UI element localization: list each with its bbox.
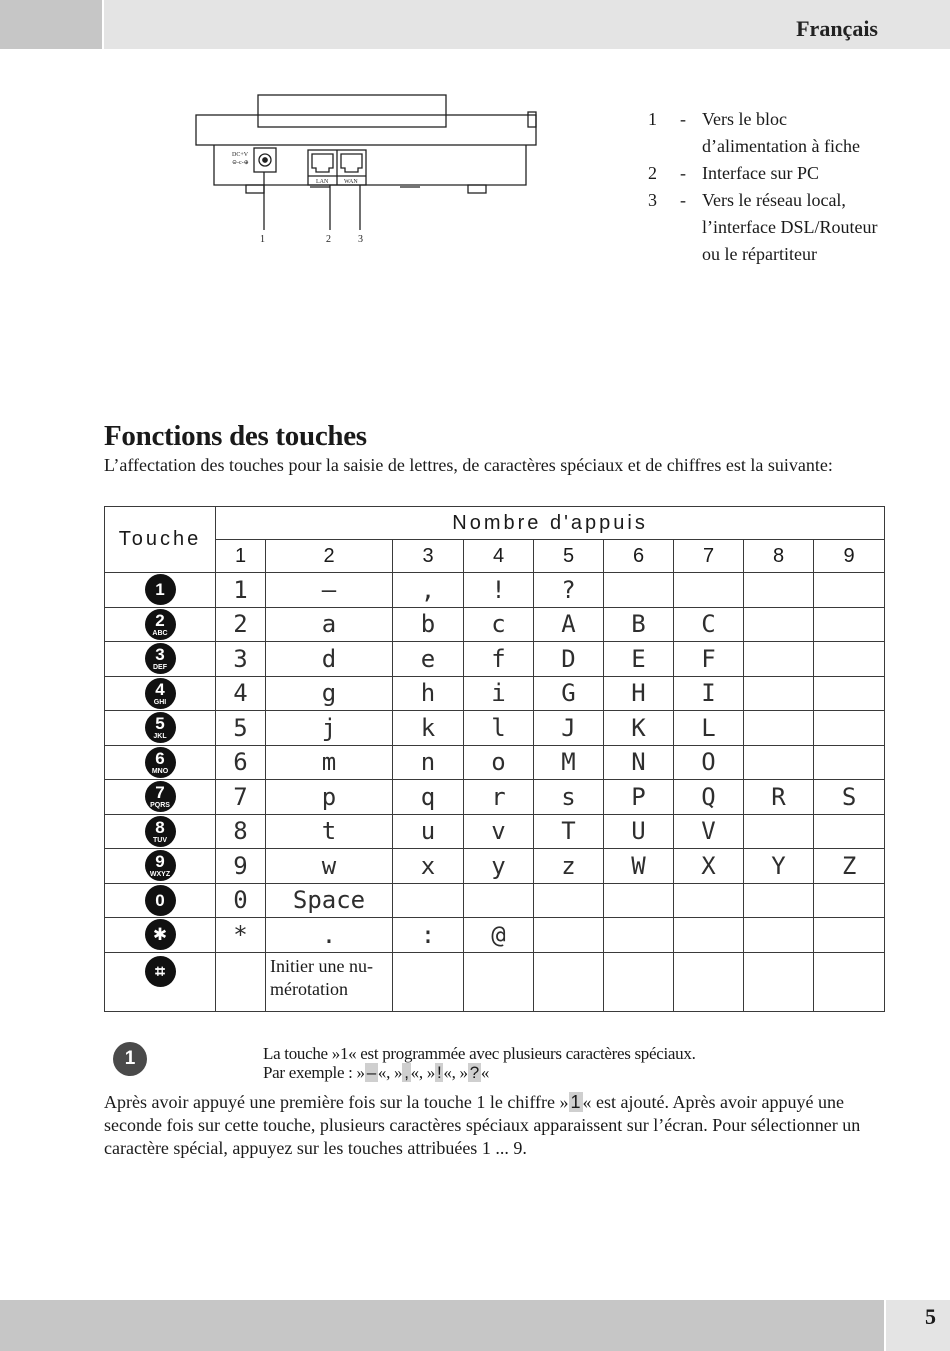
char-cell	[744, 952, 814, 1011]
char-cell: 0	[216, 883, 266, 918]
char-cell	[814, 711, 885, 746]
press-count-header: 8	[744, 540, 814, 573]
char-cell: j	[266, 711, 393, 746]
press-count-header: 3	[393, 540, 464, 573]
char-cell: v	[464, 814, 534, 849]
char-cell	[604, 883, 674, 918]
footer-band-right	[886, 1300, 950, 1351]
char-cell: Z	[814, 849, 885, 884]
char-cell	[814, 883, 885, 918]
char-cell	[534, 952, 604, 1011]
legend-dash: -	[680, 163, 686, 183]
char-cell	[674, 883, 744, 918]
key-5-icon: 6 MNO	[145, 747, 176, 778]
char-cell	[814, 642, 885, 677]
legend-dash: -	[680, 190, 686, 210]
lan-port-label: LAN	[316, 179, 329, 185]
callout-1: 1	[260, 234, 265, 245]
key-3-icon: 4 GHI	[145, 678, 176, 709]
section-title: Fonctions des touches	[104, 420, 367, 452]
char-cell	[744, 814, 814, 849]
legend-item	[648, 160, 892, 187]
char-cell	[744, 607, 814, 642]
legend-item	[648, 187, 892, 268]
char-cell: 5	[216, 711, 266, 746]
char-cell	[744, 711, 814, 746]
key-7-icon: 8 TUV	[145, 816, 176, 847]
footer-band	[0, 1300, 884, 1351]
char-cell	[393, 952, 464, 1011]
char-cell	[814, 607, 885, 642]
char-cell: *	[216, 918, 266, 953]
wan-port-label: WAN	[344, 179, 358, 185]
char-cell	[814, 745, 885, 780]
key-cell	[105, 849, 216, 884]
key-0-icon: 1	[145, 574, 176, 605]
key-cell	[105, 745, 216, 780]
key-1-icon: 2 ABC	[145, 609, 176, 640]
key-cell	[105, 814, 216, 849]
char-cell: G	[534, 676, 604, 711]
key-row	[105, 573, 885, 608]
char-cell	[814, 814, 885, 849]
char-cell: L	[674, 711, 744, 746]
char-cell	[744, 883, 814, 918]
char-cell: M	[534, 745, 604, 780]
legend-dash: -	[680, 109, 686, 129]
legend-text: Interface sur PC	[702, 163, 819, 183]
legend-number: 2	[648, 163, 657, 183]
char-cell: y	[464, 849, 534, 884]
char-cell: N	[604, 745, 674, 780]
key-6-icon: 7 PQRS	[145, 781, 176, 812]
key-cell	[105, 883, 216, 918]
char-cell	[814, 573, 885, 608]
char-cell: !	[464, 573, 534, 608]
note-text	[263, 1044, 696, 1082]
press-count-header: 5	[534, 540, 604, 573]
key-cell	[105, 676, 216, 711]
char-cell	[674, 918, 744, 953]
hash-note-cell: Initier une nu- mérotation	[266, 952, 393, 1011]
char-cell: T	[534, 814, 604, 849]
char-cell: W	[604, 849, 674, 884]
char-cell: @	[464, 918, 534, 953]
char-cell: g	[266, 676, 393, 711]
char-cell: 2	[216, 607, 266, 642]
char-cell: X	[674, 849, 744, 884]
char-cell	[216, 952, 266, 1011]
char-cell	[674, 952, 744, 1011]
char-cell: q	[393, 780, 464, 815]
char-cell	[604, 573, 674, 608]
char-cell: 4	[216, 676, 266, 711]
char-cell: H	[604, 676, 674, 711]
press-count-header: 1	[216, 540, 266, 573]
press-count-header: 6	[604, 540, 674, 573]
char-cell: f	[464, 642, 534, 677]
key-row	[105, 745, 885, 780]
char-cell: m	[266, 745, 393, 780]
char-cell: t	[266, 814, 393, 849]
page-number: 5	[925, 1304, 936, 1329]
key-row	[105, 780, 885, 815]
char-cell: C	[674, 607, 744, 642]
char-cell: n	[393, 745, 464, 780]
key-10-icon: ✱	[145, 919, 176, 950]
char-cell: ,	[393, 573, 464, 608]
example-char: ,	[404, 1063, 409, 1082]
key-row	[105, 918, 885, 953]
char-cell	[814, 952, 885, 1011]
char-cell	[393, 883, 464, 918]
key-row	[105, 849, 885, 884]
example-char: ?	[469, 1063, 479, 1082]
key-cell	[105, 642, 216, 677]
key-row	[105, 952, 885, 1011]
char-cell: 9	[216, 849, 266, 884]
char-cell: 8	[216, 814, 266, 849]
char-cell: x	[393, 849, 464, 884]
char-cell: P	[604, 780, 674, 815]
char-cell: E	[604, 642, 674, 677]
char-cell: p	[266, 780, 393, 815]
key-row	[105, 711, 885, 746]
char-cell	[464, 883, 534, 918]
char-cell	[604, 952, 674, 1011]
char-cell: Q	[674, 780, 744, 815]
key-column-header: Touche	[105, 507, 216, 573]
char-cell: z	[534, 849, 604, 884]
char-cell: e	[393, 642, 464, 677]
key-cell	[105, 918, 216, 953]
char-cell: u	[393, 814, 464, 849]
char-cell	[744, 573, 814, 608]
key-mapping-table	[104, 506, 885, 1012]
char-cell: o	[464, 745, 534, 780]
dc-label: DC+V	[232, 152, 249, 158]
char-cell: ?	[534, 573, 604, 608]
key-row	[105, 642, 885, 677]
key-9-icon: 0	[145, 885, 176, 916]
press-count-row	[105, 540, 885, 573]
char-cell	[744, 745, 814, 780]
char-cell: S	[814, 780, 885, 815]
char-cell	[814, 918, 885, 953]
key-cell	[105, 952, 216, 1011]
phone-rear-diagram	[190, 90, 550, 250]
char-cell: 3	[216, 642, 266, 677]
char-cell: r	[464, 780, 534, 815]
header-language: Français	[796, 16, 878, 41]
char-cell	[534, 883, 604, 918]
callout-3: 3	[358, 234, 363, 245]
press-count-header: 7	[674, 540, 744, 573]
callout-2: 2	[326, 234, 331, 245]
section-intro: L’affectation des touches pour la saisie de lettres, de caractères spéciaux et de chiffres est la suivante:	[104, 455, 833, 475]
char-cell: s	[534, 780, 604, 815]
char-cell: a	[266, 607, 393, 642]
key-cell	[105, 573, 216, 608]
char-cell: R	[744, 780, 814, 815]
char-cell: Space	[266, 883, 393, 918]
press-count-header: 2	[266, 540, 393, 573]
legend-text: Vers le bloc d’alimentation à fiche	[702, 109, 860, 156]
legend-number: 1	[648, 109, 657, 129]
char-cell	[604, 918, 674, 953]
key-rows	[105, 573, 885, 1012]
char-cell: A	[534, 607, 604, 642]
key-row	[105, 814, 885, 849]
press-count-header: 4	[464, 540, 534, 573]
dc-polarity-icon: ⊝-c-⊕	[232, 160, 249, 166]
char-cell	[464, 952, 534, 1011]
header-band	[104, 0, 950, 49]
char-cell: .	[266, 918, 393, 953]
key-cell	[105, 780, 216, 815]
char-cell: –	[266, 573, 393, 608]
char-cell	[744, 918, 814, 953]
char-cell: J	[534, 711, 604, 746]
key-cell	[105, 607, 216, 642]
char-cell	[534, 918, 604, 953]
char-cell	[674, 573, 744, 608]
connector-legend	[648, 106, 892, 268]
char-cell: b	[393, 607, 464, 642]
char-cell: 6	[216, 745, 266, 780]
presses-header: Nombre d'appuis	[216, 507, 885, 540]
key-row	[105, 676, 885, 711]
char-cell	[744, 642, 814, 677]
char-cell: 7	[216, 780, 266, 815]
legend-number: 3	[648, 190, 657, 210]
example-char: !	[436, 1063, 442, 1082]
note-line-1: La touche »1« est programmée avec plusieurs caractères spéciaux.	[263, 1044, 696, 1063]
key-2-icon: 3 DEF	[145, 643, 176, 674]
char-cell: :	[393, 918, 464, 953]
char-cell	[814, 676, 885, 711]
body-paragraph: Après avoir appuyé une première fois sur la touche 1 le chiffre » 1 « est ajouté. Après avoir appuyé une seconde fois sur cette touche, plusieurs caractères spéciaux apparaissent sur l’écran. Pour sélectionner un caractère spécial, appuyez sur les touches attribuées 1 ... 9.	[104, 1092, 861, 1158]
header-band-left	[0, 0, 102, 49]
key-8-icon: 9 WXYZ	[145, 850, 176, 881]
char-cell: i	[464, 676, 534, 711]
key-row	[105, 883, 885, 918]
char-cell: Y	[744, 849, 814, 884]
legend-text: Vers le réseau local, l’interface DSL/Routeur ou le répartiteur	[702, 190, 878, 264]
char-cell: F	[674, 642, 744, 677]
key-11-icon: ⌗	[145, 956, 176, 987]
press-count-header: 9	[814, 540, 885, 573]
char-cell: l	[464, 711, 534, 746]
char-cell: K	[604, 711, 674, 746]
char-cell: h	[393, 676, 464, 711]
note-line-2: Par exemple : » – «, » , «, » ! «, » ? «	[263, 1063, 490, 1082]
char-cell: B	[604, 607, 674, 642]
char-cell: I	[674, 676, 744, 711]
example-char: –	[366, 1063, 376, 1082]
char-cell: d	[266, 642, 393, 677]
note-key-1-icon: 1	[113, 1042, 147, 1076]
key-4-icon: 5 JKL	[145, 712, 176, 743]
char-cell: 1	[216, 573, 266, 608]
char-cell: U	[604, 814, 674, 849]
char-cell: V	[674, 814, 744, 849]
key-cell	[105, 711, 216, 746]
char-cell: O	[674, 745, 744, 780]
char-cell: D	[534, 642, 604, 677]
char-cell: c	[464, 607, 534, 642]
char-cell: w	[266, 849, 393, 884]
char-cell	[744, 676, 814, 711]
highlight-digit: 1	[570, 1092, 581, 1112]
char-cell: k	[393, 711, 464, 746]
legend-item	[648, 106, 892, 160]
key-row	[105, 607, 885, 642]
